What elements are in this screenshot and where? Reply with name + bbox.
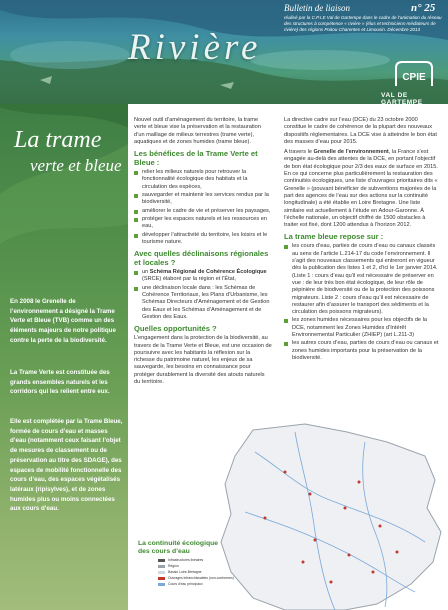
header-description: réalisé par la C.P.I.E Val de Gartempe dans le cadre de l’animation du réseau des structures à compétence « rivière » (élus et techniciens-médiateurs de rivière) des régions Poitou-Charentes et Limousin. Décembre 2013 [284,15,442,33]
leaf-background [0,104,128,610]
middle-column [134,117,272,389]
left-sidebar [0,104,128,610]
trame-bleue-heading: La trame bleue repose sur : [284,232,384,242]
opportunities-heading: Quelles opportunités ? [134,324,217,334]
intro-paragraph-2: La Trame Verte est constituée des grands ensembles naturels et les corridors qui les relient entre eux. [10,369,110,396]
declinations-list [134,269,272,321]
legend-item: Région [158,563,234,569]
opportunities-text: L’engagement dans la protection de la biodiversité, au travers de la Trame Verte et Bleue, est une occasion de poursuivre avec les habitants la réflexion sur la richesse du patrimoine naturel, les enjeux de sa sauvegarde, les besoins en connaissance pour protéger durablement la diversité des atouts naturels du territoire. [134,335,272,386]
issue-number: n° 25 [411,2,436,14]
legend-item: Infrastructures linéaires [158,557,234,563]
list-item: les zones humides nécessaires pour les objectifs de la DCE, notamment les Zones Humides d’Intérêt Environnemental Particulier (ZHIEP) (art L.211-3) [284,317,440,339]
intro-paragraph-1: En 2008 le Grenelle de l’environnement a désigné la Trame Verte et Bleue (TVB) comme un des éléments majeurs de notre politique contre la perte de la biodiversité. [10,298,116,344]
map-legend [158,557,234,587]
intro-text: Nouvel outil d’aménagement du territoire, la trame verte et bleue vise la préservation et la restauration d’un maillage de milieux terrestres (trame verte), aquatiques et de zones humides (trame bleue). [134,117,261,145]
legend-item: Bassin Loire-Bretagne [158,569,234,575]
cpie-logo [392,58,436,88]
dce-text: La directive cadre sur l’eau (DCE) du 23 octobre 2000 constitue le cadre de cohérence de la plupart des nouveaux dispositifs réglementaires. La DCE vise à atteindre le bon état des masses d’eau pour 2015. [284,117,437,145]
declinations-heading: Avec quelles déclinaisons régionales et locales ? [134,249,269,268]
trame-bleue-list [284,243,440,362]
header-banner [0,0,448,104]
right-column [284,117,440,365]
logo-text: CPIE [402,72,426,83]
list-item: les cours d’eau, parties de cours d’eau ou canaux classés au sens de l’article L.214-17 du code l’environnement. Il s’agit des nouveaux classements qui entreront en vigueur dès la publication des listes 1 et 2, d’ici le 1er janvier 2014. (Liste 1 : cours d’eau qu’il est nécessaire de préserver en vue : de leur très bon état écologique, de leur rôle de pépinière de biodiversité ou de la protection des poissons migrateurs. Liste 2 : cours d’eau qu’il est nécessaire de restaurer afin d’assurer le transport des sédiments et la circulation des poissons migrateurs). [284,243,440,316]
legend-item: Ouvrages infranchissables (non-conformes) [158,575,234,581]
list-item: protéger les espaces naturels et les ressources en eau, [134,216,272,231]
list-item: améliorer le cadre de vie et préserver les paysages, [134,208,272,215]
section-title-line2: verte et bleue [30,156,122,175]
publication-title: Rivière [128,27,262,68]
bulletin-label: Bulletin de liaison [284,3,350,13]
map-title: La continuité écologique des cours d’eau [138,540,219,555]
list-item: développer l’attractivité du territoire, les loisirs et le tourisme nature. [134,232,272,247]
legend-item: Cours d’eau principaux [158,581,234,587]
benefits-list [134,169,272,246]
grenelle-text: A travers le Grenelle de l’environnement, la France s’est engagée au-delà des attentes de la DCE, en portant l’objectif de bon état écologique pour 2/3 des eaux de surface en 2015. En ce qui concerne plus particulièrement la restauration des continuités écologiques, une liste d’ouvrages prioritaires dits « Grenelle » (pouvant bénéficier de subventions majorées de la part des agences de l’eau sur des actions sur la continuité longitudinale) a été établie en Loire Bretagne. Une liste similaire est actuellement à l’étude en Adour-Garonne. À l’échelle nationale, un objectif chiffré de 1500 obstacles à traiter est fixé, dont 1200 attendus à l’horizon 2012. [284,149,438,229]
intro-paragraph-3: Elle est complétée par la Trame Bleue, formée de cours d’eau et masses d’eau (notamment ceux faisant l’objet de mesures de classement ou de préservation au titre des SDAGE), des espaces de mobilité fonctionnelle des cours d’eau, des espaces végétalisés latéraux (ripisylves), et de zones humides plus ou moins connectées aux cours d’eau. [10,418,123,513]
list-item: un Schéma Régional de Cohérence Écologique (SRCE) élaboré par la région et l’État, [134,269,272,284]
list-item: sauvegarder et maintenir les services rendus par la biodiversité, [134,192,272,207]
benefits-heading: Les bénéfices de la Trame Verte et Bleue : [134,149,258,168]
list-item: une déclinaison locale dans : les Schémas de Cohérence Territoriaux, les Plans d’Urbanisme, les Schémas Directeurs d’Aménagement et de Gestion des Eaux et les Schémas d’Aménagement et de Gestion des Eaux. [134,285,272,321]
list-item: les autres cours d’eau, parties de cours d’eau ou canaux et zones humides importants pour la préservation de la biodiversité. [284,340,440,362]
list-item: relier les milieux naturels pour retrouver la fonctionnalité écologique des habitats et la circulation des espèces, [134,169,272,191]
logo-caption: VAL DE GARTEMPE [381,92,423,104]
section-title-line1: La trame [14,127,102,153]
